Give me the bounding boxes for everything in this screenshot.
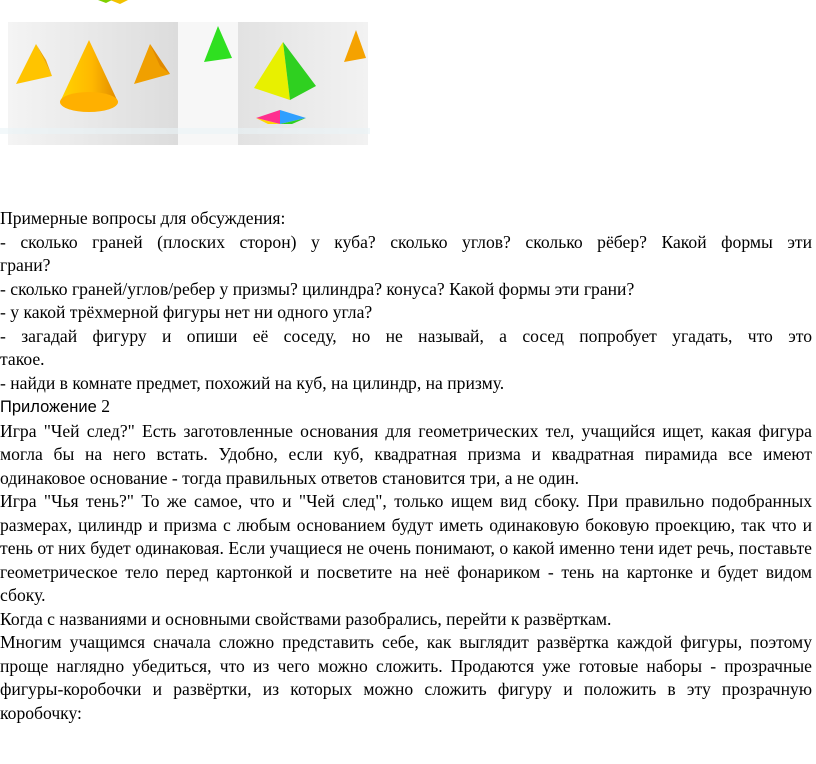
discussion-question-4-line-1: - загадай фигуру и опиши её соседу, но не называй, а сосед попробует угадать, что это xyxy=(0,325,812,346)
geometric-shapes-illustration xyxy=(0,0,370,145)
appendix-number: 2 xyxy=(101,396,110,416)
partial-shape-top xyxy=(110,0,128,4)
game-footprint-paragraph: Игра "Чей след?" Есть заготовленные основания для геометрических тел, учащийся ищет, какая фигура могла бы на него встать. Удобно, если куб, квадратная призма и квадратная пирамида все имеют одинаковое основание - тогда правильных ответов становится три, а не один. xyxy=(0,420,812,488)
appendix-heading xyxy=(0,395,812,420)
game-shadow-paragraph: Игра "Чья тень?" То же самое, что и "Чей след", только ищем вид сбоку. При правильно подобранных размерах, цилиндр и призма с любым основанием будут иметь одинаковую боковую проекцию, так что и тень от них будет одинаковая. Если учащиеся не очень понимают, о какой именно тени идет речь, поставьте геометрическое тело перед картонкой и посветите на неё фонариком - тень на картонке и будет видом сбоку. xyxy=(0,491,812,605)
nets-transition-paragraph: Когда с названиями и основными свойствами разобрались, перейти к развёрткам. xyxy=(0,608,612,629)
document-text xyxy=(0,207,812,725)
scene-center-background xyxy=(178,22,238,145)
discussion-question-1-line-1: - сколько граней (плоских сторон) у куба? сколько углов? сколько рёбер? Какой формы эти xyxy=(0,231,812,252)
appendix-label: Приложение xyxy=(0,398,97,416)
discussion-question-3: - у какой трёхмерной фигуры нет ни одного угла? xyxy=(0,302,373,322)
discussion-question-2: - сколько граней/углов/ребер у призмы? цилиндра? конуса? Какой формы эти грани? xyxy=(0,278,635,299)
nets-paragraph: Многим учащимся сначала сложно представить себе, как выглядит развёртка каждой фигуры, поэтому проще наглядно убедиться, что из чего можно сложить. Продаются уже готовые наборы - прозрачные фигуры-коробочки и развёртки, из которых можно сложить фигуру и положить в эту прозрачную коробочку: xyxy=(0,632,812,723)
discussion-question-4-line-2: такое. xyxy=(0,349,45,369)
discussion-question-5: - найди в комнате предмет, похожий на куб, на цилиндр, на призму. xyxy=(0,372,505,393)
discussion-heading: Примерные вопросы для обсуждения: xyxy=(0,208,286,228)
discussion-question-1-line-2: грани? xyxy=(0,255,51,275)
